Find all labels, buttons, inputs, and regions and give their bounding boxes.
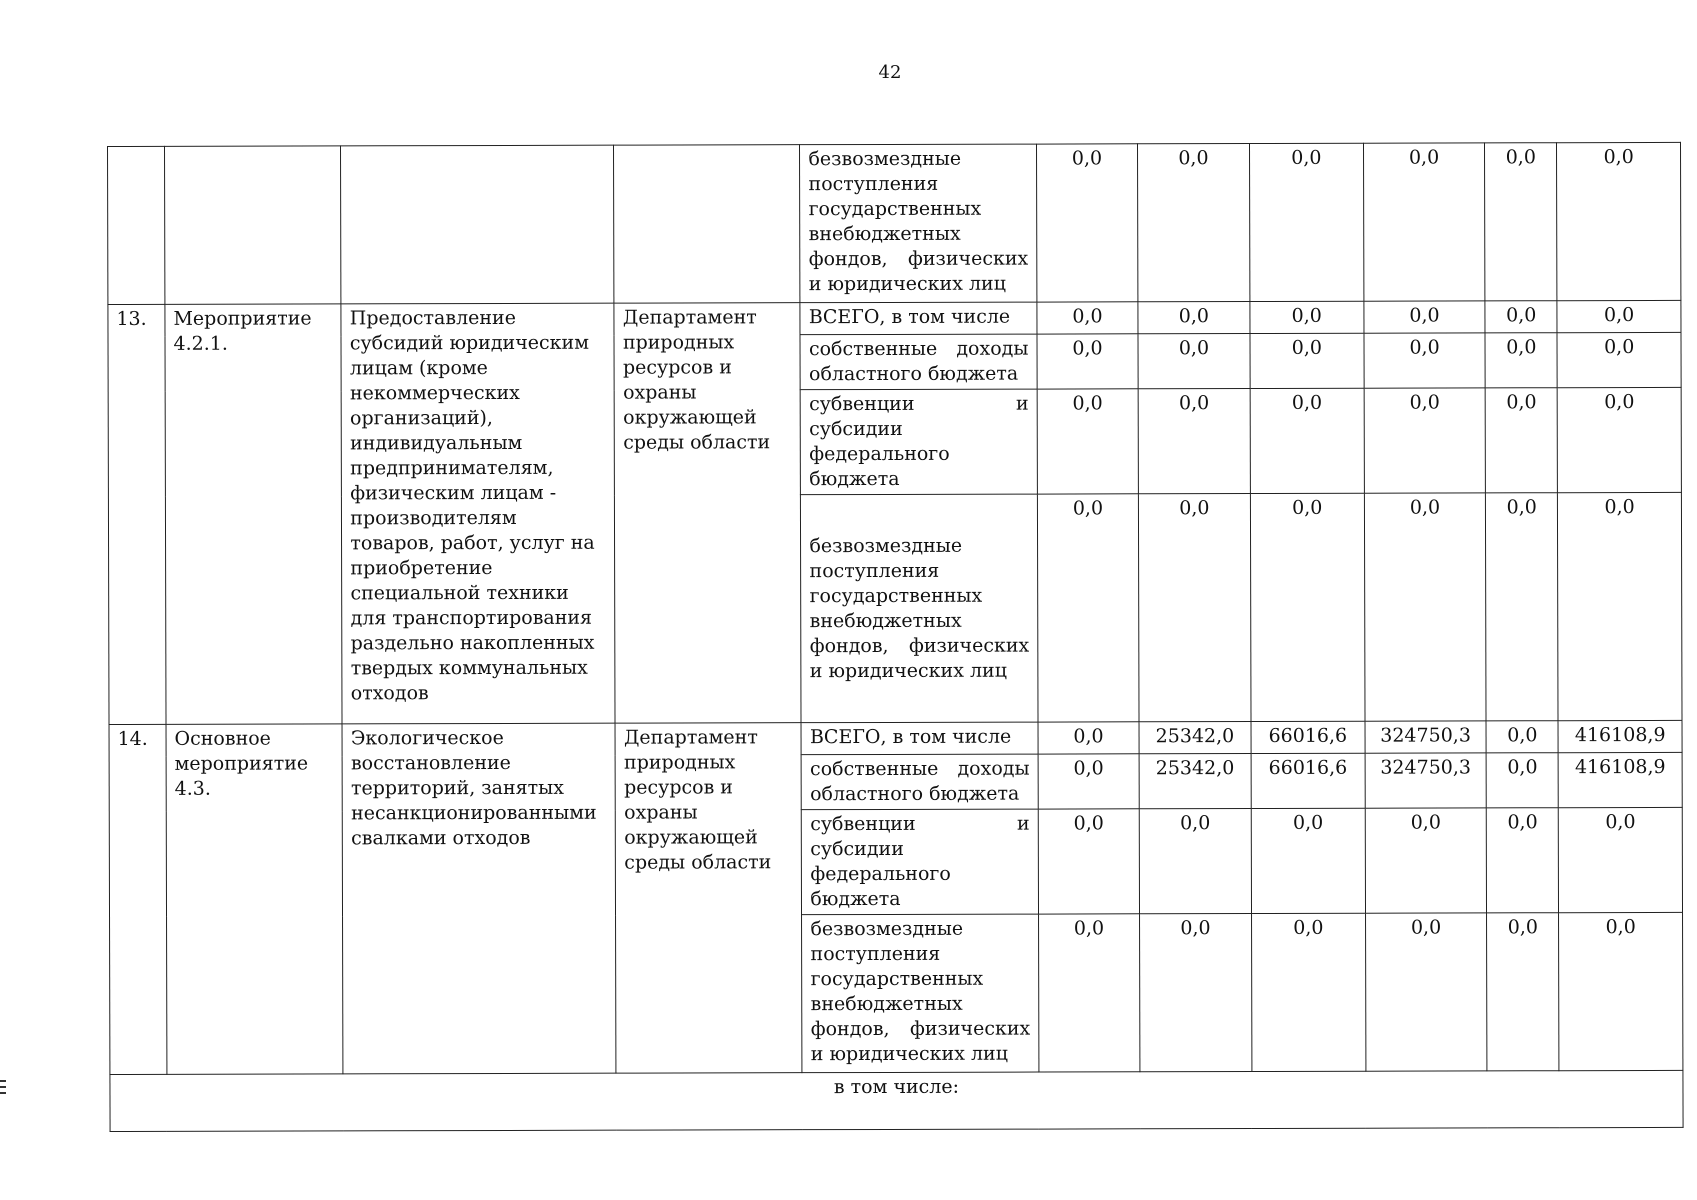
value-cell: 0,0 xyxy=(1138,302,1250,334)
value-cell: 416108,9 xyxy=(1558,720,1682,752)
empty-type-cell xyxy=(164,146,341,304)
funding-source-cell: субвенции и субсидии федерального бюджета xyxy=(802,809,1039,915)
executor-cell: Департамент природных ресурсов и охраны окружающей среды области xyxy=(615,723,802,1073)
table-row-13 xyxy=(108,300,1681,336)
value-cell: 0,0 xyxy=(1487,913,1559,1071)
executor-cell: Департамент природных ресурсов и охраны окружающей среды области xyxy=(614,303,801,723)
measure-type-cell: Основное мероприятие 4.3. xyxy=(166,724,343,1074)
value-cell: 0,0 xyxy=(1364,333,1486,388)
value-cell: 0,0 xyxy=(1559,807,1683,912)
measure-type-cell: Мероприятие 4.2.1. xyxy=(165,304,342,724)
value-cell: 0,0 xyxy=(1137,144,1249,302)
value-cell: 66016,6 xyxy=(1251,721,1365,753)
value-cell: 0,0 xyxy=(1251,913,1365,1071)
value-cell: 0,0 xyxy=(1487,808,1559,913)
value-cell: 0,0 xyxy=(1038,722,1139,754)
value-cell: 0,0 xyxy=(1250,388,1364,493)
empty-description-cell xyxy=(341,145,615,304)
funding-source-cell: безвозмездные поступления государственных внебюджетных фондов, физических и юридических лиц xyxy=(801,494,1038,723)
value-cell: 324750,3 xyxy=(1365,721,1487,753)
table-row-continuation xyxy=(108,142,1681,304)
value-cell: 0,0 xyxy=(1486,753,1558,808)
funding-source-cell: собственные доходы областного бюджета xyxy=(800,334,1037,390)
value-cell: 0,0 xyxy=(1485,301,1557,333)
value-cell: 0,0 xyxy=(1037,494,1139,722)
value-cell: 0,0 xyxy=(1364,301,1486,333)
funding-source-cell: субвенции и субсидии федерального бюджета xyxy=(801,389,1038,495)
funding-source-cell: ВСЕГО, в том числе xyxy=(800,302,1037,335)
value-cell: 0,0 xyxy=(1486,493,1559,721)
value-cell: 0,0 xyxy=(1037,302,1138,334)
including-label-cell: в том числе: xyxy=(110,1070,1683,1131)
table-row-14 xyxy=(109,720,1682,756)
row-number-cell: 14. xyxy=(109,724,167,1074)
value-cell: 0,0 xyxy=(1365,808,1487,913)
value-cell: 66016,6 xyxy=(1251,753,1365,808)
measure-description-cell: Экологическое восстановление территорий, занятых несанкционированными свалками отходов xyxy=(342,723,616,1074)
funding-source-cell: ВСЕГО, в том числе xyxy=(801,722,1038,755)
value-cell: 0,0 xyxy=(1038,914,1139,1072)
value-cell: 0,0 xyxy=(1485,143,1557,301)
funding-source-label: безвозмездные поступления государственных внебюджетных фондов, физических и юридических лиц xyxy=(808,147,1029,296)
value-cell: 324750,3 xyxy=(1365,753,1487,808)
value-cell: 0,0 xyxy=(1485,333,1557,388)
value-cell: 0,0 xyxy=(1037,389,1138,494)
page-number: 42 xyxy=(878,62,902,83)
table-row-footer xyxy=(110,1070,1683,1131)
value-cell: 0,0 xyxy=(1557,387,1681,492)
value-cell: 0,0 xyxy=(1251,808,1365,913)
value-cell: 0,0 xyxy=(1250,301,1364,333)
row-number-cell: 13. xyxy=(108,304,166,724)
empty-executor-cell xyxy=(614,145,800,303)
value-cell: 0,0 xyxy=(1138,494,1250,722)
value-cell: 25342,0 xyxy=(1139,722,1251,754)
value-cell: 0,0 xyxy=(1486,721,1558,753)
value-cell: 0,0 xyxy=(1364,493,1486,721)
funding-source-cell xyxy=(800,144,1037,303)
value-cell: 0,0 xyxy=(1138,389,1250,494)
value-cell: 0,0 xyxy=(1036,144,1137,302)
value-cell: 0,0 xyxy=(1365,913,1487,1071)
value-cell: 0,0 xyxy=(1140,914,1252,1072)
value-cell: 0,0 xyxy=(1364,388,1486,493)
value-cell: 0,0 xyxy=(1250,493,1365,721)
value-cell: 0,0 xyxy=(1037,334,1138,389)
value-cell: 0,0 xyxy=(1559,912,1683,1070)
empty-number-cell xyxy=(108,146,165,304)
value-cell: 0,0 xyxy=(1557,332,1681,387)
measure-description-cell: Предоставление субсидий юридическим лицам (кроме некоммерческих организаций), индивидуальным предпринимателям, физическим лицам - производителям товаров, работ, услуг на приобретение специальной техники для транспортирования раздельно накопленных твердых коммунальных отходов xyxy=(341,303,615,724)
value-cell: 0,0 xyxy=(1485,388,1557,493)
scan-margin-marks xyxy=(0,1080,6,1102)
value-cell: 0,0 xyxy=(1363,143,1485,301)
value-cell: 0,0 xyxy=(1038,809,1139,914)
value-cell: 0,0 xyxy=(1557,142,1681,300)
value-cell: 0,0 xyxy=(1249,143,1363,301)
value-cell: 0,0 xyxy=(1557,300,1681,332)
value-cell: 0,0 xyxy=(1138,334,1250,389)
table-body xyxy=(108,142,1684,1131)
value-cell: 416108,9 xyxy=(1558,752,1682,807)
value-cell: 0,0 xyxy=(1558,492,1682,720)
budget-table xyxy=(107,142,1684,1132)
value-cell: 0,0 xyxy=(1038,754,1139,809)
value-cell: 25342,0 xyxy=(1139,754,1251,809)
funding-source-cell: безвозмездные поступления государственных внебюджетных фондов, физических и юридических лиц xyxy=(802,914,1039,1073)
value-cell: 0,0 xyxy=(1139,809,1251,914)
value-cell: 0,0 xyxy=(1250,333,1364,388)
funding-source-cell: собственные доходы областного бюджета xyxy=(802,754,1039,810)
